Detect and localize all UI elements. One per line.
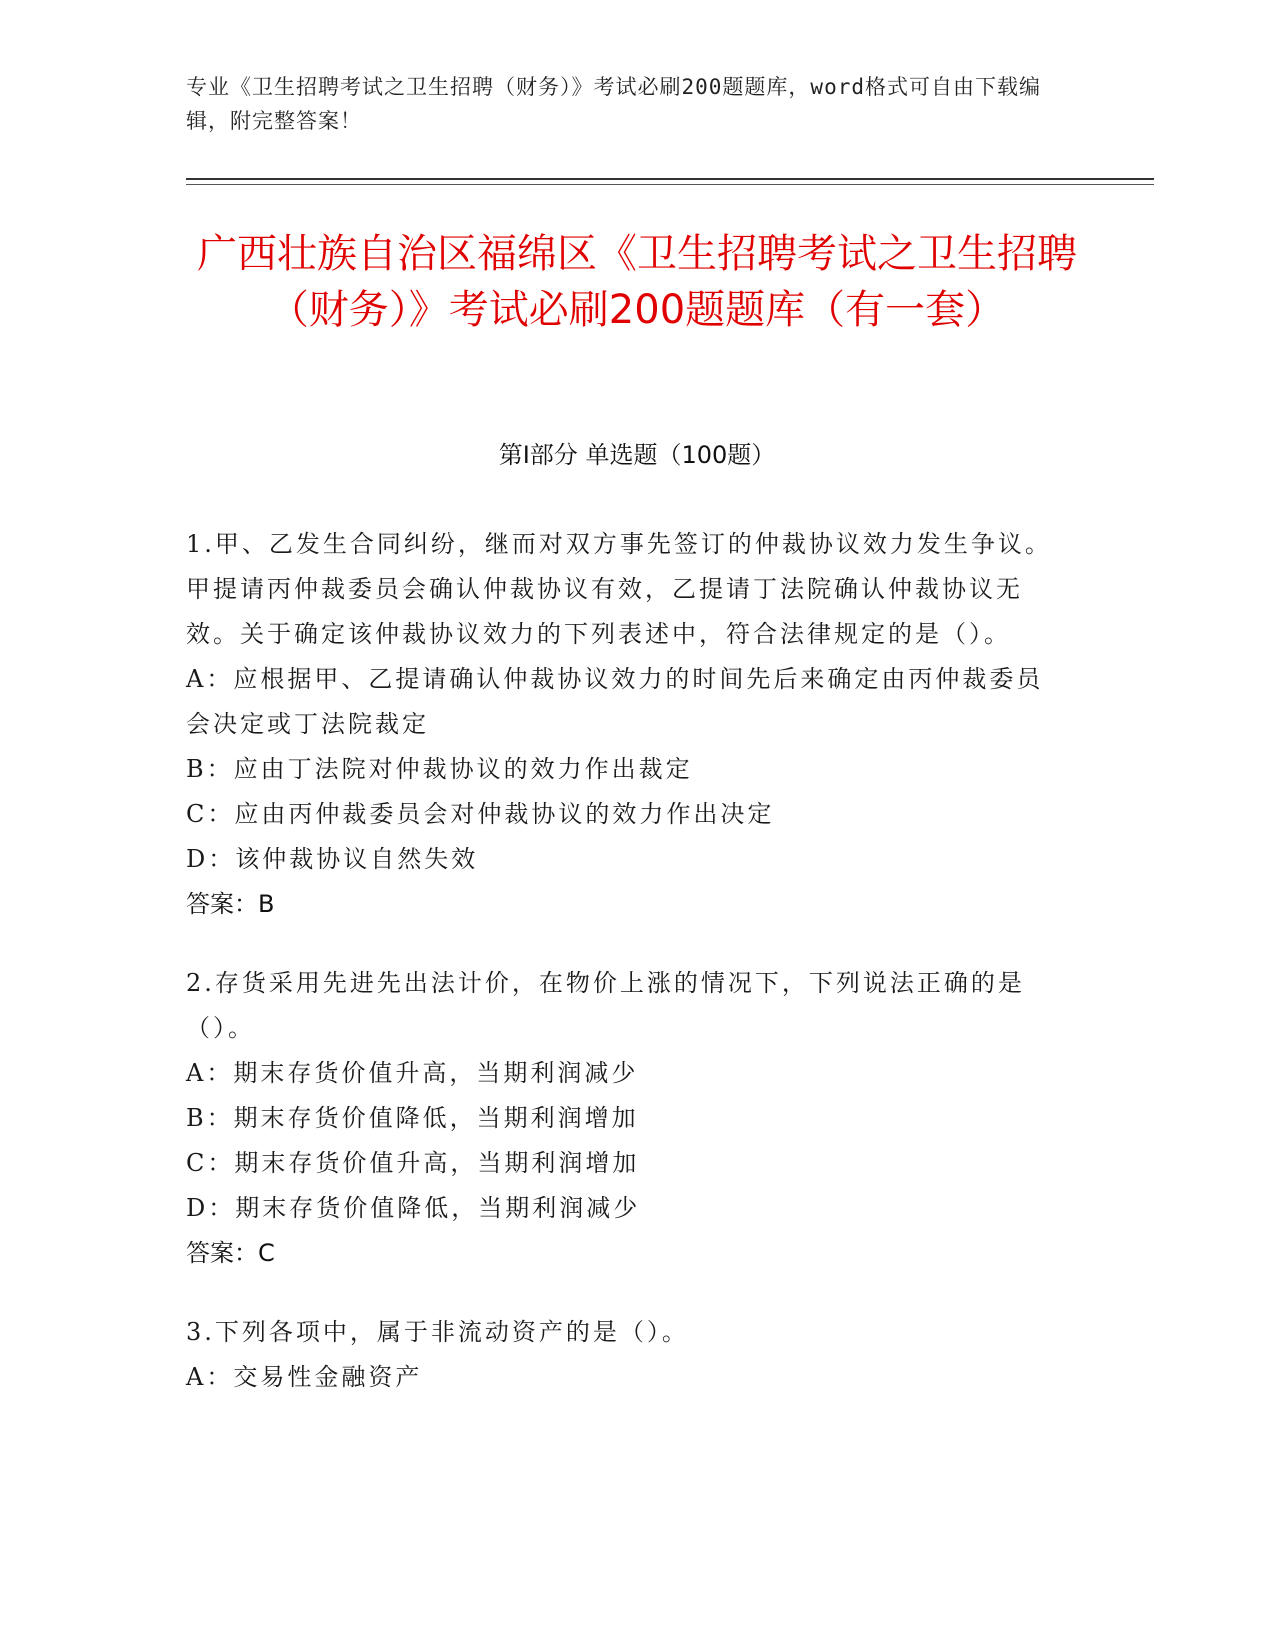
option-c: C：期末存货价值升高，当期利润增加 [186, 1149, 640, 1177]
option-a: A：期末存货价值升高，当期利润减少 [186, 1059, 639, 1087]
header-rule-thick [186, 178, 1154, 180]
question-stem: 2.存货采用先进先出法计价，在物价上涨的情况下，下列说法正确的是（）。 [186, 969, 1025, 1042]
header-rule-thin [186, 184, 1154, 185]
header-note: 专业《卫生招聘考试之卫生招聘（财务）》考试必刷200题题库，word格式可自由下载编辑，附完整答案！ [186, 75, 1041, 133]
option-b: B：期末存货价值降低，当期利润增加 [186, 1104, 639, 1132]
question-3 [186, 1310, 1066, 1400]
question-list [186, 522, 1066, 1434]
section-heading: 第Ⅰ部分 单选题（100题） [498, 441, 776, 469]
option-a: A：交易性金融资产 [186, 1363, 423, 1391]
document-title: 广西壮族自治区福绵区《卫生招聘考试之卫生招聘（财务）》考试必刷200题题库（有一套） [197, 231, 1077, 333]
option-a: A：应根据甲、乙提请确认仲裁协议效力的时间先后来确定由丙仲裁委员会决定或丁法院裁定 [186, 665, 1044, 738]
option-b: B：应由丁法院对仲裁协议的效力作出裁定 [186, 755, 693, 783]
question-stem: 3.下列各项中，属于非流动资产的是（）。 [186, 1318, 689, 1346]
option-c: C：应由丙仲裁委员会对仲裁协议的效力作出决定 [186, 800, 775, 828]
option-d: D：期末存货价值降低，当期利润减少 [186, 1194, 641, 1222]
answer: 答案：C [186, 1239, 275, 1267]
question-1 [186, 522, 1066, 927]
answer: 答案：B [186, 890, 275, 918]
option-d: D：该仲裁协议自然失效 [186, 845, 479, 873]
question-stem: 1.甲、乙发生合同纠纷，继而对双方事先签订的仲裁协议效力发生争议。甲提请丙仲裁委员会确认仲裁协议有效，乙提请丁法院确认仲裁协议无效。关于确定该仲裁协议效力的下列表述中，符合法律规定的是（）。 [186, 530, 1052, 648]
question-2 [186, 961, 1066, 1276]
